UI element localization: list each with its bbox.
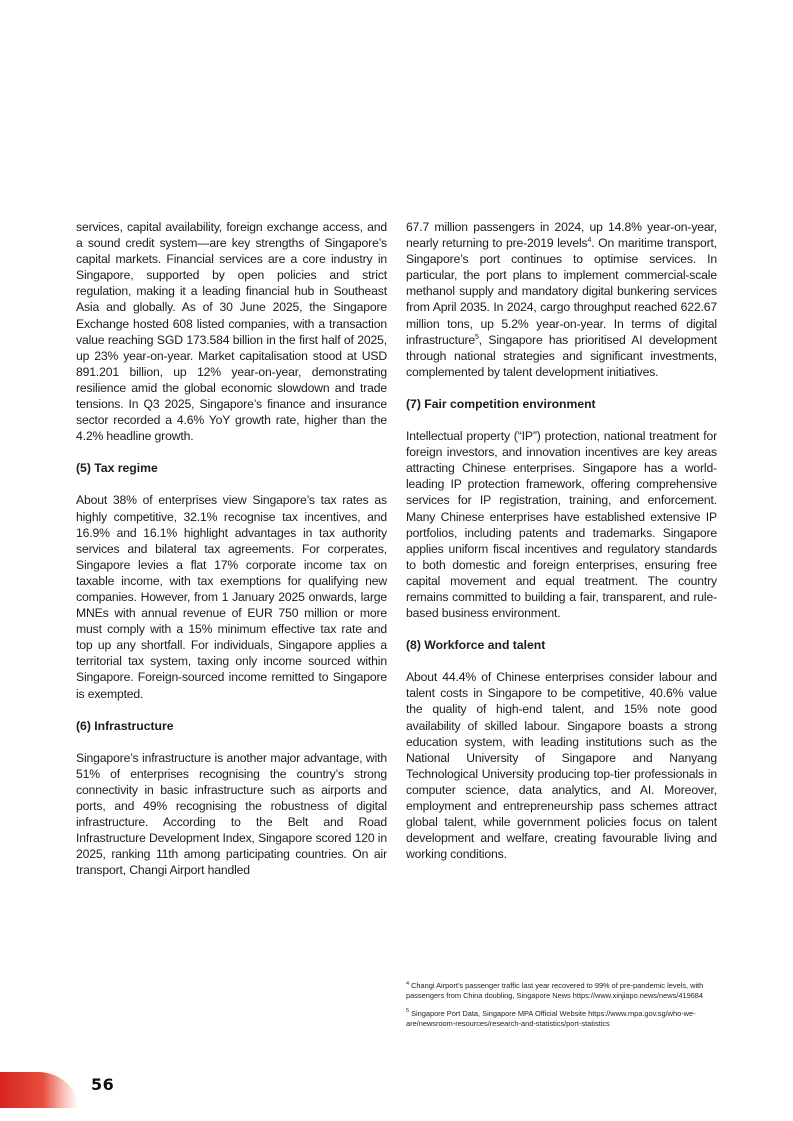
right-column — [406, 219, 717, 862]
workforce-heading: (8) Workforce and talent — [406, 638, 546, 653]
footnote-text: Singapore Port Data, Singapore MPA Official Website https://www.mpa.gov.sg/who-we-are/newsroom-resources/research-and-statistics/port-statistics — [406, 1008, 696, 1028]
footnote-mark: 5 — [406, 1008, 410, 1015]
fair-competition-heading: (7) Fair competition environment — [406, 396, 596, 411]
footnote-5 — [406, 1009, 726, 1030]
infrastructure-paragraph: Singapore’s infrastructure is another major advantage, with 51% of enterprises recognising the country’s strong connectivity in basic infrastructure such as airports and ports, and 49% recognising the robustness of digital infrastructure. According to the Belt and Road Infrastructure Development Index, Singapore scored 120 in 2025, ranking 11th among participating countries. On air transport, Changi Airport handled — [76, 750, 387, 878]
footnote-text: Changi Airport’s passenger traffic last year recovered to 99% of pre-pandemic levels, with passengers from China doubling, Singapore News https://www.xinjiapo.news/news/419684 — [406, 981, 704, 1001]
fair-competition-paragraph: Intellectual property (“IP”) protection, national treatment for foreign investors, and innovation incentives are key areas attracting Chinese enterprises. Singapore has a world-leading IP protection framework, offering comprehensive services for IP registration, training, and enforcement. Many Chinese enterprises have established extensive IP portfolios, including patents and trademarks. Singapore applies uniform fiscal incentives and regulatory standards to both domestic and foreign enterprises, ensuring free capital movement and equal treatment. The country remains committed to building a fair, transparent, and rule-based business environment. — [406, 429, 717, 621]
page-number: 56 — [91, 1075, 115, 1094]
transport-text-a: 67.7 million passengers in 2024, up 14.8% year-on-year, nearly returning to pre-2019 levels — [406, 220, 717, 251]
left-column — [76, 219, 387, 878]
transport-text-b: . On maritime transport, Singapore’s port continues to optimise services. In particular, the port plans to implement commercial-scale methanol supply and mandatory digital bunkering services from April 2035. In 2024, cargo throughput reached 622.67 million tons, up 5.2% year-on-year. In terms of digital infrastructure — [406, 236, 718, 347]
tax-regime-heading: (5) Tax regime — [76, 461, 158, 476]
transport-text-c: , Singapore has prioritised AI development through national strategies and significant investments, complemented by talent development initiatives. — [406, 332, 717, 379]
footnotes — [406, 981, 726, 1036]
footnote-mark: 4 — [406, 980, 410, 987]
tax-regime-paragraph: About 38% of enterprises view Singapore’s tax rates as highly competitive, 32.1% recognise tax incentives, and 16.9% and 16.1% highlight advantages in tax authority services and bilateral tax agreements. For corperates, Singapore levies a flat 17% corporate income tax on taxable income, with tax exemptions for qualifying new companies. However, from 1 January 2025 onwards, large MNEs with annual revenue of EUR 750 million or more must comply with a 15% minimum effective tax rate and top up any shortfall. For individuals, Singapore applies a territorial tax system, taxing only income sourced within Singapore. Foreign-sourced income remitted to Singapore is exempted. — [76, 493, 387, 701]
footnote-ref-5[interactable]: 5 — [475, 333, 479, 341]
infrastructure-heading: (6) Infrastructure — [76, 718, 174, 733]
footnote-4 — [406, 981, 726, 1002]
capital-markets-paragraph: services, capital availability, foreign exchange access, and a sound credit system—are key strengths of Singapore’s capital markets. Financial services are a core industry in Singapore, supported by open policies and strict regulation, making it a leading financial hub in Southeast Asia and globally. As of 30 June 2025, the Singapore Exchange hosted 608 listed companies, with a transaction value reaching SGD 173.584 billion in the first half of 2025, up 23% year-on-year. Market capitalisation stood at USD 891.201 billion, up 12% year-on-year, demonstrating resilience amid the global economic slowdown and trade tensions. In Q3 2025, Singapore’s finance and insurance sector recorded a 4.6% YoY growth rate, higher than the 4.2% headline growth. — [76, 220, 387, 444]
footnote-ref-4[interactable]: 4 — [587, 237, 592, 245]
workforce-paragraph: About 44.4% of Chinese enterprises consider labour and talent costs in Singapore to be competitive, 40.6% value the quality of high-end talent, and 15% note good availability of skilled labour. Singapore boasts a strong education system, with leading institutions such as the National University of Singapore and Nanyang Technological University producing top-tier professionals in computer science, data analytics, and AI. Moreover, employment and entrepreneurship pass schemes attract global talent, while government policies focus on talent development and welfare, creating favourable living and working conditions. — [406, 670, 717, 862]
page-number-accent-bar — [0, 1072, 78, 1108]
transport-paragraph — [406, 219, 717, 380]
